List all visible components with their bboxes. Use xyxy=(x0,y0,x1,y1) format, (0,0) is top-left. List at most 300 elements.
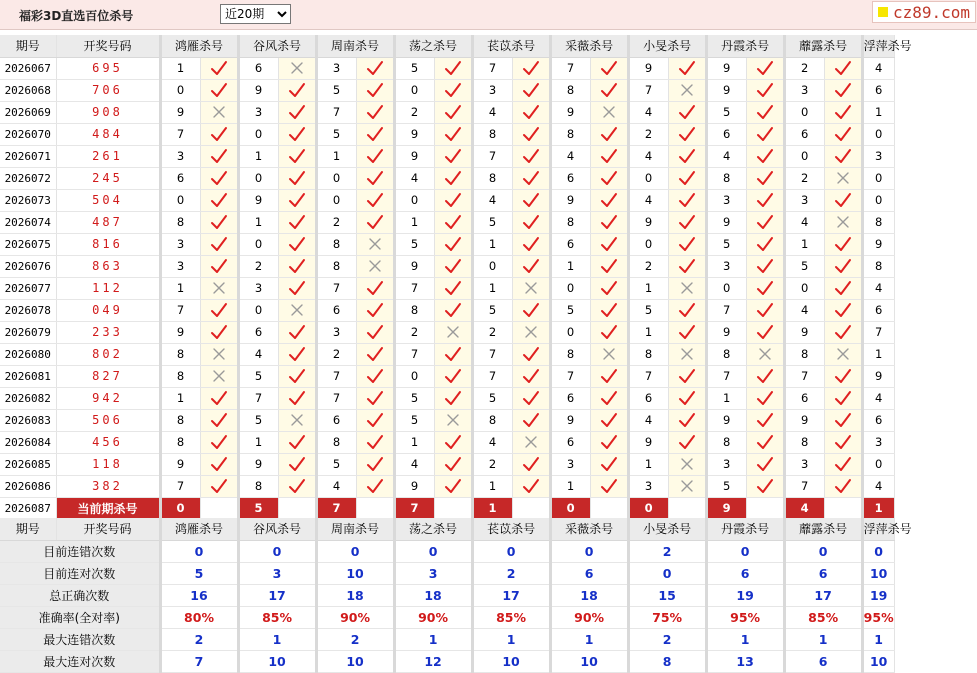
stats-value: 2 xyxy=(472,562,550,584)
kill-number-cell: 6 xyxy=(784,387,824,409)
stats-value: 16 xyxy=(160,584,238,606)
kill-number-cell: 9 xyxy=(394,145,434,167)
check-icon xyxy=(746,387,784,409)
top-bar xyxy=(0,0,977,30)
cross-icon xyxy=(590,101,628,123)
stats-label: 总正确次数 xyxy=(0,584,160,606)
check-icon xyxy=(512,145,550,167)
stats-value: 10 xyxy=(316,650,394,672)
stats-row xyxy=(0,606,894,628)
check-icon xyxy=(278,277,316,299)
check-icon xyxy=(434,57,472,79)
check-icon xyxy=(590,431,628,453)
kill-number-cell: 2 xyxy=(628,123,668,145)
kill-number-cell: 9 xyxy=(628,431,668,453)
stats-value: 15 xyxy=(628,584,706,606)
check-icon xyxy=(278,387,316,409)
empty-cell xyxy=(746,497,784,519)
check-icon xyxy=(746,189,784,211)
period-cell: 2026075 xyxy=(0,233,56,255)
check-icon xyxy=(278,321,316,343)
current-period-cell: 2026087 xyxy=(0,497,56,519)
kill-number-cell: 7 xyxy=(784,475,824,497)
check-icon xyxy=(824,277,862,299)
table-row xyxy=(0,343,894,365)
stats-value: 85% xyxy=(472,606,550,628)
period-cell: 2026081 xyxy=(0,365,56,387)
kill-number-cell: 0 xyxy=(550,277,590,299)
kill-number-cell: 1 xyxy=(238,431,278,453)
kill-number-cell: 3 xyxy=(628,475,668,497)
kill-number-cell: 7 xyxy=(394,277,434,299)
check-icon xyxy=(200,145,238,167)
kill-number-cell: 7 xyxy=(706,365,746,387)
kill-number-cell: 9 xyxy=(394,255,434,277)
kill-number-cell: 6 xyxy=(550,233,590,255)
cross-icon xyxy=(746,343,784,365)
empty-cell xyxy=(668,497,706,519)
kill-number-cell: 3 xyxy=(862,431,894,453)
check-icon xyxy=(200,79,238,101)
period-cell: 2026073 xyxy=(0,189,56,211)
draw-number-cell: 484 xyxy=(56,123,160,145)
column-header: 小旻杀号 xyxy=(628,518,706,540)
check-icon xyxy=(824,79,862,101)
check-icon xyxy=(434,145,472,167)
stats-value: 2 xyxy=(316,628,394,650)
kill-number-cell: 7 xyxy=(784,365,824,387)
stats-value: 10 xyxy=(862,562,894,584)
check-icon xyxy=(824,409,862,431)
stats-value: 13 xyxy=(706,650,784,672)
current-kill-number: 7 xyxy=(316,497,356,519)
check-icon xyxy=(590,255,628,277)
stats-row xyxy=(0,650,894,672)
kill-number-cell: 1 xyxy=(472,277,512,299)
empty-cell xyxy=(824,497,862,519)
check-icon xyxy=(278,123,316,145)
kill-number-cell: 0 xyxy=(862,453,894,475)
check-icon xyxy=(590,79,628,101)
current-kill-number: 0 xyxy=(550,497,590,519)
kill-number-cell: 0 xyxy=(238,299,278,321)
draw-number-cell: 504 xyxy=(56,189,160,211)
kill-number-cell: 3 xyxy=(160,255,200,277)
kill-number-cell: 3 xyxy=(316,321,356,343)
kill-number-cell: 2 xyxy=(784,57,824,79)
kill-number-cell: 0 xyxy=(316,167,356,189)
kill-number-cell: 0 xyxy=(628,233,668,255)
kill-number-cell: 8 xyxy=(550,343,590,365)
stats-value: 6 xyxy=(784,562,862,584)
stats-label: 最大连错次数 xyxy=(0,628,160,650)
kill-number-cell: 2 xyxy=(316,211,356,233)
draw-number-cell: 695 xyxy=(56,57,160,79)
check-icon xyxy=(434,343,472,365)
kill-number-cell: 5 xyxy=(394,387,434,409)
empty-cell xyxy=(512,497,550,519)
draw-number-cell: 942 xyxy=(56,387,160,409)
cross-icon xyxy=(668,277,706,299)
kill-number-cell: 7 xyxy=(316,277,356,299)
kill-number-cell: 3 xyxy=(784,79,824,101)
stats-value: 17 xyxy=(238,584,316,606)
draw-number-cell: 049 xyxy=(56,299,160,321)
range-select[interactable] xyxy=(220,4,291,24)
kill-number-cell: 2 xyxy=(238,255,278,277)
cross-icon xyxy=(668,475,706,497)
check-icon xyxy=(590,299,628,321)
check-icon xyxy=(746,431,784,453)
kill-number-cell: 1 xyxy=(628,453,668,475)
kill-number-cell: 6 xyxy=(784,123,824,145)
kill-number-cell: 3 xyxy=(862,145,894,167)
kill-number-cell: 3 xyxy=(706,255,746,277)
kill-number-table xyxy=(0,35,912,520)
kill-number-cell: 1 xyxy=(706,387,746,409)
stats-value: 6 xyxy=(784,650,862,672)
draw-number-cell: 382 xyxy=(56,475,160,497)
stats-value: 18 xyxy=(394,584,472,606)
stats-value: 7 xyxy=(160,650,238,672)
kill-number-cell: 8 xyxy=(160,343,200,365)
draw-number-cell: 456 xyxy=(56,431,160,453)
kill-number-cell: 3 xyxy=(316,57,356,79)
empty-cell xyxy=(590,497,628,519)
kill-number-cell: 7 xyxy=(238,387,278,409)
check-icon xyxy=(356,101,394,123)
check-icon xyxy=(356,123,394,145)
stats-value: 80% xyxy=(160,606,238,628)
kill-number-cell: 9 xyxy=(862,365,894,387)
kill-number-cell: 9 xyxy=(706,57,746,79)
kill-number-cell: 0 xyxy=(160,189,200,211)
check-icon xyxy=(278,167,316,189)
check-icon xyxy=(200,189,238,211)
check-icon xyxy=(824,431,862,453)
page-title: 福彩3D直选百位杀号 xyxy=(19,9,134,23)
kill-number-cell: 7 xyxy=(472,343,512,365)
kill-number-cell: 3 xyxy=(550,453,590,475)
kill-number-cell: 8 xyxy=(550,79,590,101)
kill-number-cell: 6 xyxy=(706,123,746,145)
cross-icon xyxy=(434,321,472,343)
kill-number-cell: 1 xyxy=(472,233,512,255)
check-icon xyxy=(200,57,238,79)
check-icon xyxy=(356,145,394,167)
kill-number-cell: 7 xyxy=(472,365,512,387)
stats-value: 1 xyxy=(394,628,472,650)
check-icon xyxy=(746,299,784,321)
kill-number-cell: 8 xyxy=(472,167,512,189)
check-icon xyxy=(278,145,316,167)
kill-number-cell: 9 xyxy=(550,101,590,123)
kill-number-cell: 9 xyxy=(238,453,278,475)
check-icon xyxy=(590,167,628,189)
kill-number-cell: 5 xyxy=(472,211,512,233)
check-icon xyxy=(278,233,316,255)
table-row xyxy=(0,123,894,145)
check-icon xyxy=(668,233,706,255)
kill-number-cell: 5 xyxy=(706,475,746,497)
check-icon xyxy=(746,211,784,233)
check-icon xyxy=(590,409,628,431)
kill-number-cell: 5 xyxy=(316,453,356,475)
check-icon xyxy=(668,387,706,409)
kill-number-cell: 4 xyxy=(862,57,894,79)
draw-number-cell: 233 xyxy=(56,321,160,343)
kill-number-cell: 5 xyxy=(550,299,590,321)
check-icon xyxy=(512,299,550,321)
check-icon xyxy=(746,321,784,343)
current-kill-number: 5 xyxy=(238,497,278,519)
kill-number-cell: 8 xyxy=(862,211,894,233)
stats-value: 95% xyxy=(862,606,894,628)
check-icon xyxy=(200,233,238,255)
kill-number-cell: 6 xyxy=(316,409,356,431)
kill-number-cell: 6 xyxy=(316,299,356,321)
kill-number-cell: 9 xyxy=(550,189,590,211)
check-icon xyxy=(434,277,472,299)
stats-value: 1 xyxy=(550,628,628,650)
logo-square-icon xyxy=(878,7,888,17)
kill-number-cell: 8 xyxy=(628,343,668,365)
kill-number-cell: 6 xyxy=(238,57,278,79)
column-header: 采薇杀号 xyxy=(550,518,628,540)
kill-number-cell: 6 xyxy=(550,387,590,409)
kill-number-cell: 7 xyxy=(472,57,512,79)
check-icon xyxy=(278,453,316,475)
table-row xyxy=(0,167,894,189)
draw-number-cell: 706 xyxy=(56,79,160,101)
table-row xyxy=(0,277,894,299)
empty-cell xyxy=(356,497,394,519)
kill-number-cell: 1 xyxy=(628,321,668,343)
stats-value: 5 xyxy=(160,562,238,584)
kill-number-cell: 2 xyxy=(472,321,512,343)
kill-number-cell: 3 xyxy=(784,453,824,475)
stats-value: 10 xyxy=(862,650,894,672)
stats-row xyxy=(0,562,894,584)
current-kill-number: 0 xyxy=(160,497,200,519)
check-icon xyxy=(824,387,862,409)
stats-value: 0 xyxy=(550,540,628,562)
check-icon xyxy=(434,387,472,409)
kill-number-cell: 1 xyxy=(472,475,512,497)
kill-number-cell: 6 xyxy=(550,167,590,189)
kill-number-cell: 3 xyxy=(160,145,200,167)
kill-number-cell: 0 xyxy=(160,79,200,101)
current-kill-number: 1 xyxy=(472,497,512,519)
kill-number-cell: 1 xyxy=(550,255,590,277)
kill-number-cell: 4 xyxy=(862,475,894,497)
check-icon xyxy=(278,255,316,277)
check-icon xyxy=(434,299,472,321)
cross-icon xyxy=(590,343,628,365)
check-icon xyxy=(746,57,784,79)
kill-number-cell: 4 xyxy=(472,101,512,123)
stats-value: 10 xyxy=(472,650,550,672)
period-cell: 2026082 xyxy=(0,387,56,409)
kill-number-cell: 0 xyxy=(706,277,746,299)
kill-number-cell: 8 xyxy=(394,299,434,321)
cross-icon xyxy=(278,57,316,79)
kill-number-cell: 8 xyxy=(316,233,356,255)
kill-number-cell: 7 xyxy=(316,387,356,409)
check-icon xyxy=(590,57,628,79)
column-header: 浮萍杀号 xyxy=(862,518,894,540)
kill-number-cell: 5 xyxy=(628,299,668,321)
stats-value: 1 xyxy=(706,628,784,650)
check-icon xyxy=(668,299,706,321)
check-icon xyxy=(746,79,784,101)
check-icon xyxy=(434,233,472,255)
check-icon xyxy=(746,365,784,387)
column-header: 荡之杀号 xyxy=(394,35,472,57)
check-icon xyxy=(824,365,862,387)
stats-value: 18 xyxy=(550,584,628,606)
table-row xyxy=(0,299,894,321)
check-icon xyxy=(200,409,238,431)
stats-value: 19 xyxy=(862,584,894,606)
cross-icon xyxy=(200,277,238,299)
kill-number-cell: 0 xyxy=(784,145,824,167)
kill-number-cell: 6 xyxy=(550,431,590,453)
stats-row xyxy=(0,628,894,650)
cross-icon xyxy=(356,233,394,255)
kill-number-cell: 7 xyxy=(550,57,590,79)
check-icon xyxy=(824,57,862,79)
check-icon xyxy=(668,189,706,211)
kill-number-cell: 3 xyxy=(706,189,746,211)
kill-number-cell: 9 xyxy=(784,321,824,343)
stats-value: 18 xyxy=(316,584,394,606)
column-header: 期号 xyxy=(0,35,56,57)
stats-value: 0 xyxy=(628,562,706,584)
check-icon xyxy=(512,167,550,189)
cross-icon xyxy=(512,321,550,343)
period-cell: 2026068 xyxy=(0,79,56,101)
kill-number-cell: 8 xyxy=(160,211,200,233)
kill-number-cell: 1 xyxy=(628,277,668,299)
check-icon xyxy=(278,431,316,453)
kill-number-cell: 7 xyxy=(160,475,200,497)
current-kill-number: 4 xyxy=(784,497,824,519)
stats-value: 3 xyxy=(394,562,472,584)
kill-number-cell: 7 xyxy=(160,299,200,321)
kill-number-cell: 0 xyxy=(862,123,894,145)
stats-value: 10 xyxy=(238,650,316,672)
empty-cell xyxy=(200,497,238,519)
check-icon xyxy=(278,79,316,101)
logo-text: cz89.com xyxy=(893,3,971,22)
draw-number-cell: 245 xyxy=(56,167,160,189)
period-cell: 2026083 xyxy=(0,409,56,431)
draw-number-cell: 908 xyxy=(56,101,160,123)
stats-value: 6 xyxy=(550,562,628,584)
check-icon xyxy=(512,101,550,123)
kill-number-cell: 7 xyxy=(394,343,434,365)
kill-number-cell: 8 xyxy=(160,409,200,431)
kill-number-cell: 9 xyxy=(160,453,200,475)
check-icon xyxy=(434,453,472,475)
kill-number-cell: 1 xyxy=(238,211,278,233)
kill-number-cell: 7 xyxy=(316,101,356,123)
empty-cell xyxy=(278,497,316,519)
check-icon xyxy=(278,189,316,211)
kill-number-cell: 0 xyxy=(394,365,434,387)
period-cell: 2026079 xyxy=(0,321,56,343)
stats-value: 2 xyxy=(628,628,706,650)
table-row xyxy=(0,387,894,409)
check-icon xyxy=(356,453,394,475)
period-cell: 2026069 xyxy=(0,101,56,123)
cross-icon xyxy=(824,343,862,365)
column-header: 周南杀号 xyxy=(316,518,394,540)
check-icon xyxy=(512,57,550,79)
check-icon xyxy=(824,453,862,475)
kill-number-cell: 0 xyxy=(550,321,590,343)
kill-number-cell: 9 xyxy=(706,79,746,101)
column-header: 丹霞杀号 xyxy=(706,35,784,57)
column-header: 浮萍杀号 xyxy=(862,35,894,57)
check-icon xyxy=(746,255,784,277)
kill-number-cell: 8 xyxy=(784,431,824,453)
check-icon xyxy=(668,365,706,387)
check-icon xyxy=(668,431,706,453)
stats-value: 1 xyxy=(784,628,862,650)
cross-icon xyxy=(824,167,862,189)
check-icon xyxy=(590,277,628,299)
table-row xyxy=(0,409,894,431)
kill-number-cell: 7 xyxy=(628,79,668,101)
period-cell: 2026086 xyxy=(0,475,56,497)
stats-value: 0 xyxy=(472,540,550,562)
stats-value: 0 xyxy=(160,540,238,562)
column-header: 丹霞杀号 xyxy=(706,518,784,540)
stats-label: 最大连对次数 xyxy=(0,650,160,672)
check-icon xyxy=(356,299,394,321)
check-icon xyxy=(434,79,472,101)
period-cell: 2026071 xyxy=(0,145,56,167)
stats-value: 0 xyxy=(706,540,784,562)
kill-number-cell: 3 xyxy=(238,277,278,299)
cross-icon xyxy=(824,211,862,233)
column-header: 谷风杀号 xyxy=(238,35,316,57)
kill-number-cell: 4 xyxy=(628,101,668,123)
check-icon xyxy=(356,343,394,365)
check-icon xyxy=(590,453,628,475)
kill-number-cell: 0 xyxy=(862,167,894,189)
draw-number-cell: 827 xyxy=(56,365,160,387)
kill-number-cell: 0 xyxy=(238,167,278,189)
kill-number-cell: 0 xyxy=(394,79,434,101)
check-icon xyxy=(590,365,628,387)
period-cell: 2026084 xyxy=(0,431,56,453)
table-row xyxy=(0,453,894,475)
kill-number-cell: 8 xyxy=(550,123,590,145)
check-icon xyxy=(356,365,394,387)
stats-value: 1 xyxy=(862,628,894,650)
check-icon xyxy=(512,343,550,365)
kill-number-cell: 1 xyxy=(550,475,590,497)
check-icon xyxy=(668,211,706,233)
site-logo[interactable] xyxy=(872,1,976,23)
kill-number-cell: 7 xyxy=(316,365,356,387)
kill-number-cell: 9 xyxy=(706,211,746,233)
kill-number-cell: 8 xyxy=(862,255,894,277)
kill-number-cell: 9 xyxy=(784,409,824,431)
